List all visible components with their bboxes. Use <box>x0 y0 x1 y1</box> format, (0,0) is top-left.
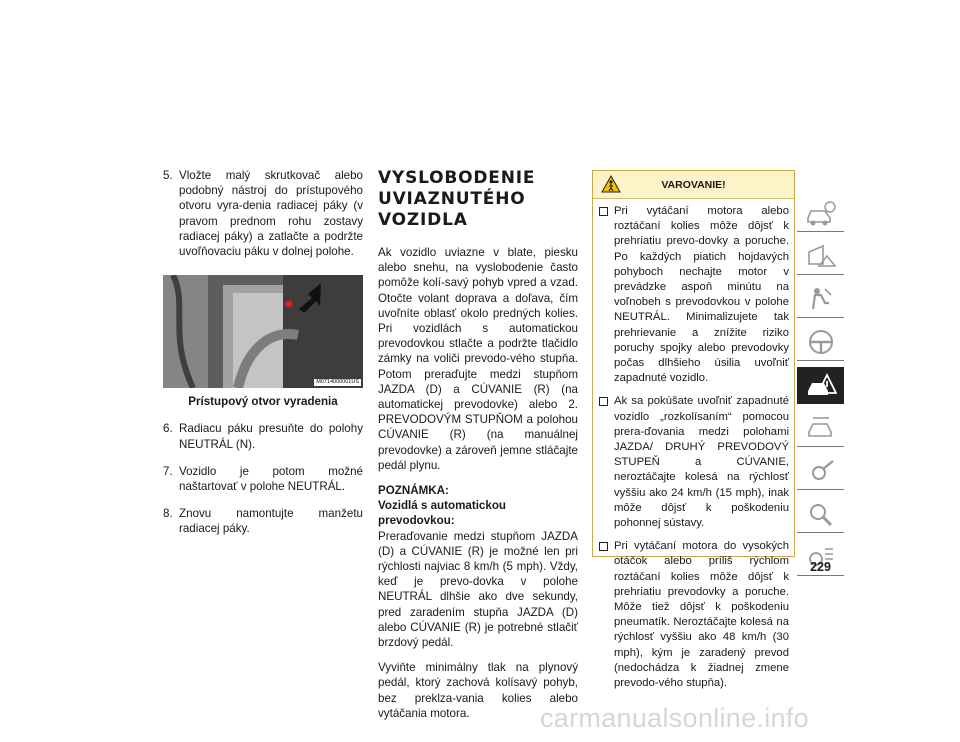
tab-dashboard[interactable] <box>797 238 844 275</box>
section-tab-rail <box>797 195 844 582</box>
shifter-photo-illustration <box>163 275 363 388</box>
tab-vehicle-info[interactable] <box>797 195 844 232</box>
warning-item <box>598 539 789 691</box>
tab-safety[interactable] <box>797 281 844 318</box>
tab-starting-driving[interactable] <box>797 324 844 361</box>
shifter-access-photo <box>163 275 363 388</box>
note-title: POZNÁMKA: <box>378 484 449 498</box>
section-heading <box>378 168 578 231</box>
warning-item-text: Ak sa pokúšate uvoľniť zapadnuté vozidlo „rozkolísaním“ pomocou prera-ďovania medzi polohami JAZDA/ DRUHÝ PREVODOVÝ STUPEŇ a CÚVANIE, neroztáčajte kolesá na rýchlosť vyššiu ako 24 km/h (15 mph), inak môže dôjsť k poškodeniu pohonnej sústavy. <box>614 395 789 530</box>
intro-paragraph: Ak vozidlo uviazne v blate, piesku alebo snehu, na vyslobodenie často pomôže kolí-savý pohyb vpred a vzad. Otočte volant doprava a doľava, čím uvoľníte oblasť okolo predných kolies. Pri vozidlách s automatickou prevodovkou stlačte a podržte tlačidlo zámky na voliči prevodo-vého stupňa. Potom preraďujte medzi stupňom JAZDA (D) a CÚVANIE (R) (na automatickej prevodovke) alebo 2. PREVODOVÝM STUPŇOM a polohou CÚVANIE (R) (na manuálnej prevodovke) a zároveň jemne stláčajte pedál plynu. <box>378 246 578 472</box>
bullet-square-icon <box>599 397 608 406</box>
warning-item-text: Pri vytáčaní motora do vysokých otáčok alebo príliš rýchlom roztáčaní kolies môže dôjsť k prehriatiu prevodovky a poruche. Môže tiež dôjsť k poškodeniu pneumatík. Neroztáčajte kolesá na rýchlosť vyššiu ako 48 km/h (30 mph), kým je zaradený prevod (nedochádza k žiadnej zmene prevodo-vého stupňa). <box>614 540 789 690</box>
car-service-icon <box>805 414 837 442</box>
tab-servicing[interactable] <box>797 410 844 447</box>
dashboard-warning-icon <box>805 242 837 270</box>
note-text: Preraďovanie medzi stupňom JAZDA (D) a CÚVANIE (R) je možné len pri rýchlosti najviac 8 km/h (5 mph). Vždy, keď je prevo-dovka v polohe NEUTRÁL dlhšie ako dve sekundy, pred zaradením stupňa JAZDA (D) alebo CÚVANIE (R) je potrebné stlačiť brzdový pedál. <box>378 529 578 650</box>
figure-caption: Prístupový otvor vyradenia <box>188 395 338 409</box>
footer-watermark: carmanualsonline.info <box>540 703 809 733</box>
warning-item <box>598 394 789 531</box>
warning-item-text: Pri vytáčaní motora alebo roztáčaní kolies môže dôjsť k prehriatiu prevo-dovky a poruche. Po každých piatich hojdavých pohyboch nechajte motor v prevádzke aspoň minútu na voľnobeh s prevodovkou v polohe NEUTRÁL. Minimalizujete tak prehrievanie a znížite riziko poruchy spojky alebo prevodovky počas dlhšieho úsilia uvoľniť zapadnuté vozidlo. <box>614 205 789 385</box>
page-number: 229 <box>810 560 831 574</box>
step-text: Vložte malý skrutkovač alebo podobný nástroj do prístupového otvoru vyra-denia radiacej páky (v pravom prednom rohu zostavy radiacej páky) a zatlačte a podržte uvoľňovaciu páku v dolnej polohe. <box>179 169 363 259</box>
car-info-icon <box>805 199 837 227</box>
step-number: 5. <box>163 169 173 182</box>
step-number: 7. <box>163 464 173 478</box>
warning-box <box>592 170 795 690</box>
heading-line-2: UVIAZNUTÉHO VOZIDLA <box>378 189 526 230</box>
search-index-icon <box>805 500 837 528</box>
bullet-square-icon <box>599 207 608 216</box>
image-code: M0714000001US <box>316 379 359 386</box>
tab-in-case-of-emergency[interactable] <box>797 367 844 404</box>
steering-wheel-icon <box>805 328 837 356</box>
tab-technical-specs[interactable] <box>797 453 844 490</box>
middle-column <box>378 168 578 731</box>
closing-paragraph: Vyviňte minimálny tlak na plynový pedál, ktorý zachová kolísavý pohyb, bez preklza-vania kolies alebo vytáčania motora. <box>378 661 578 720</box>
seat-safety-icon <box>805 285 837 313</box>
step-text: Radiacu páku presuňte do polohy NEUTRÁL (N). <box>179 422 363 451</box>
step-text: Znovu namontujte manžetu radiacej páky. <box>179 507 363 536</box>
warning-item <box>598 204 789 386</box>
step-5 <box>163 168 363 259</box>
step-text: Vozidlo je potom možné naštartovať v polohe NEUTRÁL. <box>179 464 363 494</box>
step-number: 6. <box>163 422 173 436</box>
heading-line-1: VYSLOBODENIE <box>378 168 536 188</box>
warning-title: VAROVANIE! <box>661 179 726 191</box>
wrench-gear-icon <box>805 457 837 485</box>
bullet-square-icon <box>599 542 608 551</box>
roadside-emergency-icon <box>805 371 837 399</box>
step-6 <box>163 421 363 451</box>
warning-header <box>593 171 794 199</box>
step-8 <box>163 506 363 536</box>
step-number: 8. <box>163 507 173 521</box>
note-subtitle: Vozidlá s automatickou prevodovkou: <box>378 499 506 528</box>
warning-items <box>593 199 794 691</box>
tab-index[interactable] <box>797 496 844 533</box>
left-column <box>163 168 363 549</box>
step-7 <box>163 464 363 494</box>
